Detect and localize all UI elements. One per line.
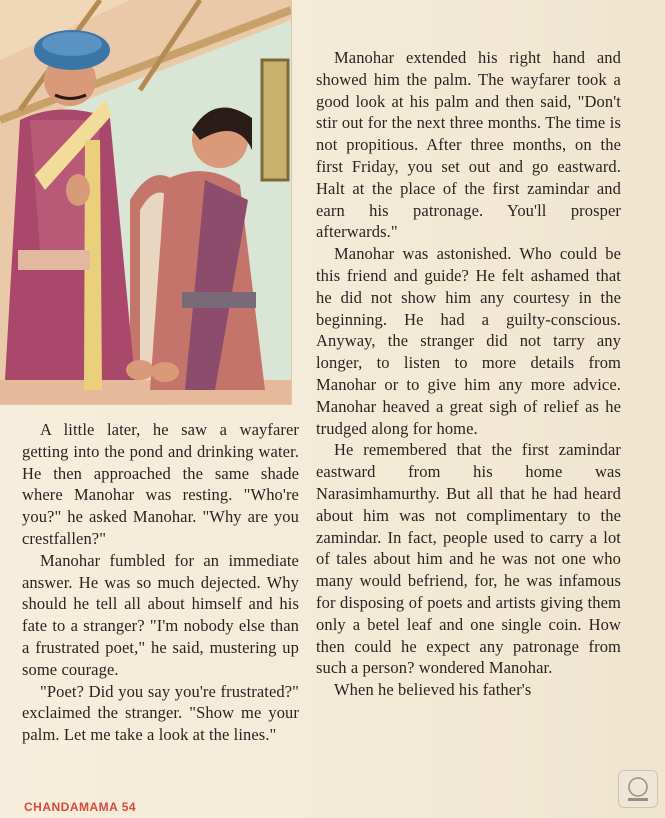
- left-text-column: [22, 419, 299, 746]
- archive-logo-icon: [618, 770, 658, 808]
- right-text-column: [316, 47, 621, 701]
- paragraph: "Poet? Did you say you're frustrated?" exclaimed the stranger. "Show me your palm. Let me take a look at the lines.": [22, 681, 299, 745]
- illustration-drawing: [0, 0, 291, 404]
- paragraph: A little later, he saw a wayfarer getting into the pond and drinking water. He then approached the same shade where Manohar was resting. "Who're you?" he asked Manohar. "Why are you crestfallen?": [22, 420, 299, 548]
- page-footer-label: CHANDAMAMA 54: [24, 800, 137, 814]
- paragraph: When he believed his father's: [334, 680, 532, 700]
- story-illustration: [0, 0, 292, 405]
- paragraph: He remembered that the first zamindar eastward from his home was Narasimhamurthy. But all that he had heard about him was not complimentary to the zamindar. In fact, people used to carry a lot of tales about him and he was not one who many would befriend, for, he was infamous for disposing of poets and artists giving them only a betel leaf and one single coin. How then could he expect any patronage from such a person? wondered Manohar.: [316, 440, 621, 678]
- paragraph: Manohar fumbled for an immediate answer. He was so much dejected. Why should he tell all about himself and his fate to a stranger? "I'm nobody else than a frustrated poet," he said, mustering up some courage.: [22, 550, 299, 679]
- paragraph: Manohar extended his right hand and showed him the palm. The wayfarer took a good look at his palm and then said, "Don't stir out for the next three months. The time is not propitious. After three months, on the first Friday, you set out and go eastward. Halt at the place of the first zamindar and earn his patronage. You'll prosper afterwards.": [316, 48, 621, 242]
- paragraph: Manohar was astonished. Who could be this friend and guide? He felt ashamed that he did not show him any courtesy in the beginning. He had a guilty-conscious. Anyway, the stranger did not tarry any longer, to listen to more details from Manohar or to give him any more advice. Manohar heaved a great sigh of relief as he trudged along for home.: [316, 244, 621, 438]
